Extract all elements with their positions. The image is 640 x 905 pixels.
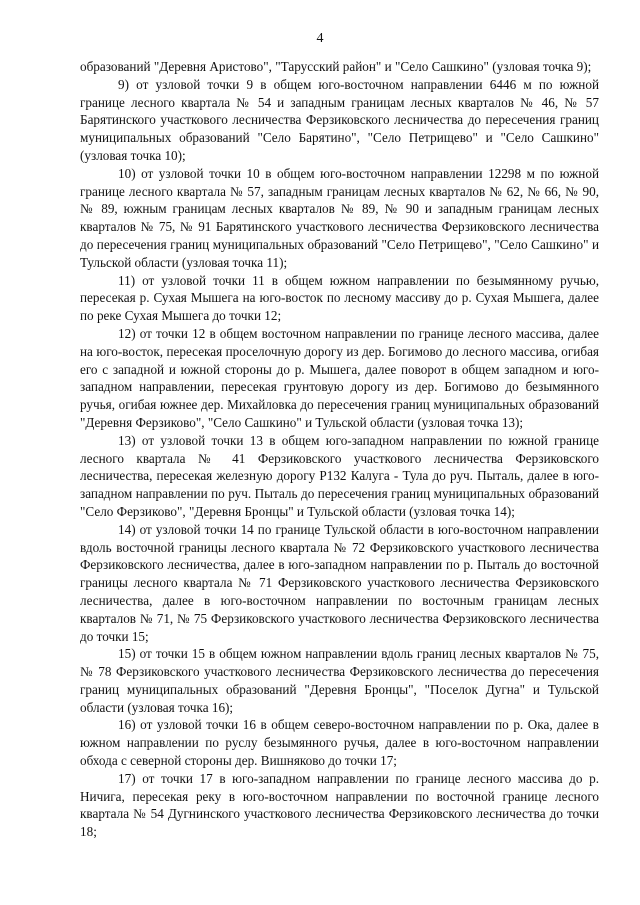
paragraph-item-16: 16) от узловой точки 16 в общем северо-восточном направлении по р. Ока, далее в южном направлении по руслу безымянного ручья, далее в юго-восточном направлении обхода с северной стороны дер. Вишняково до точки 17; xyxy=(80,717,599,769)
paragraph-item-14: 14) от узловой точки 14 по границе Тульской области в юго-восточном направлении вдоль восточной границы лесного квартала № 72 Ферзиковского участкового лесничества Ферзиковского лесничества, далее в юго-западном направлении по р. Пыталь до восточной границы лесного квартала № 71 Ферзиковского участкового лесничества Ферзиковского лесничества, далее в юго-восточном направлении по восточным границам лесных кварталов № 71, № 75 Ферзиковского участкового лесничества Ферзиковского лесничества до точки 15; xyxy=(80,521,599,644)
paragraph-item-13: 13) от узловой точки 13 в общем юго-западном направлении по южной границе лесного квартала № 41 Ферзиковского участкового лесничества Ферзиковского лесничества, пересекая железную дорогу Р132 Калуга - Тула до руч. Пыталь, далее в юго-западном направлении по руч. Пыталь до пересечения границ муниципальных образований "Село Ферзиково", "Деревня Бронцы" и Тульской области (узловая точка 14); xyxy=(80,432,599,519)
paragraph-continuation: образований "Деревня Аристово", "Тарусский район" и "Село Сашкино" (узловая точка 9); xyxy=(80,59,592,74)
paragraph-item-15: 15) от точки 15 в общем южном направлении вдоль границ лесных кварталов № 75, № 78 Ферзиковского участкового лесничества Ферзиковского лесничества до пересечения границ муниципальных образований "Деревня Бронцы", "Поселок Дугна" и Тульской области (узловая точка 16); xyxy=(80,646,599,715)
page-number: 4 xyxy=(316,31,324,46)
document-body xyxy=(80,58,599,841)
paragraph-item-12: 12) от точки 12 в общем восточном направлении по границе лесного массива, далее на юго-восток, пересекая проселочную дорогу из дер. Богимово до лесного массива, огибая его с западной и южной стороны до р. Мышега, далее поворот в общем западном и юго-западном направлении, пересекая грунтовую дорогу из дер. Богимово до безымянного ручья, огибая южнее дер. Михайловка до пересечения границ муниципальных образований "Деревня Ферзиково", "Село Сашкино" и Тульской области (узловая точка 13); xyxy=(80,325,599,430)
paragraph-item-17: 17) от точки 17 в юго-западном направлении по границе лесного массива до р. Ничига, пересекая реку в юго-восточном направлении по восточной границе лесного квартала № 54 Дугнинского участкового лесничества Ферзиковского лесничества до точки 18; xyxy=(80,770,599,840)
paragraph-item-9: 9) от узловой точки 9 в общем юго-восточном направлении 6446 м по южной границе лесного квартала № 54 и западным границам лесных кварталов № 46, № 57 Барятинского участкового лесничества Ферзиковского лесничества до пересечения границ муниципальных образований "Село Барятино", "Село Петрищево" и "Село Сашкино" (узловая точка 10); xyxy=(80,76,599,163)
paragraph-item-11: 11) от узловой точки 11 в общем южном направлении по безымянному ручью, пересекая р. Сухая Мышега на юго-восток по лесному массиву до р. Сухая Мышега, далее по реке Сухая Мышега до точки 12; xyxy=(80,272,599,324)
paragraph-item-10: 10) от узловой точки 10 в общем юго-восточном направлении 12298 м по южной границе лесного квартала № 57, западным границам лесных кварталов № 62, № 66, № 90, № 89, южным границам лесных кварталов № 89, № 90 и западным границам лесных кварталов № 75, № 91 Барятинского участкового лесничества Ферзиковского лесничества до пересечения границ муниципальных образований "Село Петрищево", "Село Сашкино" и Тульской области (узловая точка 11); xyxy=(80,165,599,270)
